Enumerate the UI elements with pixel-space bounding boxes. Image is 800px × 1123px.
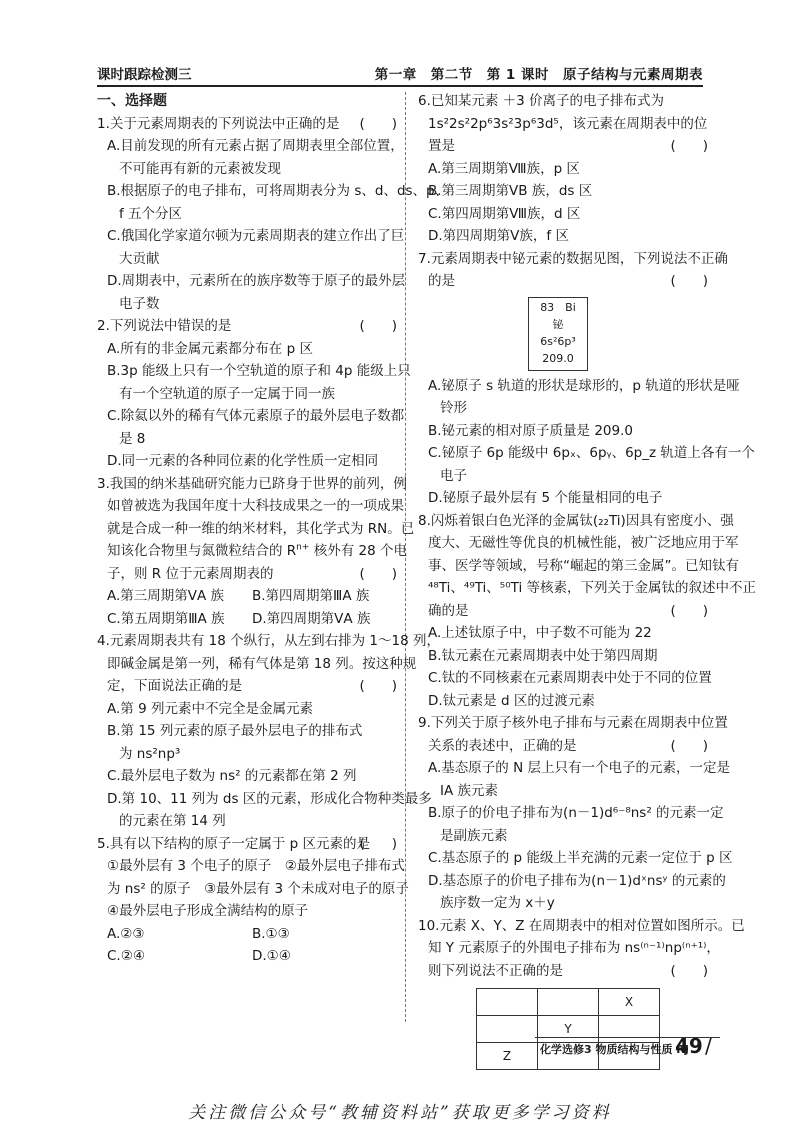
- q4-paren: ( ): [359, 678, 397, 694]
- q7-option-b: B.铋元素的相对原子质量是 209.0: [428, 422, 633, 439]
- question-6: [418, 90, 708, 248]
- q1-option-a: A.目前发现的所有元素占据了周期表里全部位置，: [107, 138, 404, 154]
- q5-line-3: ④最外层电子形成全满结构的原子: [107, 903, 309, 919]
- q2-option-d: D.同一元素的各种同位素的化学性质一定相同: [107, 453, 379, 469]
- q6-option-a: A.第三周期第Ⅷ族，p 区: [428, 160, 580, 177]
- q4-option-c: C.最外层电子数为 ns² 的元素都在第 2 列: [107, 768, 357, 784]
- q2-option-c: C.除氦以外的稀有气体元素原子的最外层电子数都: [107, 408, 405, 424]
- q8-option-a: A.上述钛原子中，中子数不可能为 22: [428, 625, 652, 641]
- question-4: [97, 630, 440, 833]
- q9-line-2: 关系的表述中，正确的是: [428, 737, 577, 754]
- q2-option-b-cont: 有一个空轨道的原子一定属于同一族: [119, 385, 335, 402]
- q2-option-b: B.3p 能级上只有一个空轨道的原子和 4p 能级上只: [107, 363, 411, 379]
- q7-option-c: C.铋原子 6p 能级中 6pₓ、6pᵧ、6p_z 轨道上各有一个: [428, 445, 755, 461]
- q8-line-2: 度大、无磁性等优良的机械性能，被广泛地应用于军: [428, 535, 739, 551]
- q9-option-d: D.基态原子的价电子排布为(n－1)dˣnsʸ 的元素的: [428, 872, 726, 889]
- q5-option-c: C.②④: [107, 948, 145, 964]
- q3-line-5: 子，则 R 位于元素周期表的: [107, 565, 274, 582]
- q2-stem: 2.下列说法中错误的是: [97, 318, 232, 334]
- q4-line-1: 4.元素周期表共有 18 个纵行，从左到右排为 1～18 列，: [97, 633, 440, 649]
- q1-option-d-cont: 电子数: [119, 295, 160, 312]
- q7-line-2: 的是: [428, 273, 455, 289]
- q4-option-b-cont: 为 ns²np³: [119, 745, 181, 762]
- q9-option-d-cont: 族序数一定为 x＋y: [440, 895, 555, 911]
- q4-line-2: 即碱金属是第一列，稀有气体是第 18 列。按这种规: [107, 655, 417, 672]
- q1-stem: 1.关于元素周期表的下列说法中正确的是: [97, 115, 340, 132]
- question-9: [418, 712, 733, 915]
- q9-option-a: A.基态原子的 N 层上只有一个电子的元素，一定是: [428, 760, 730, 776]
- q5-option-b: B.①③: [252, 925, 290, 942]
- q3-option-d: D.第四周期第ⅤA 族: [252, 610, 371, 627]
- q8-line-4: ⁴⁸Ti、⁴⁹Ti、⁵⁰Ti 等核素，下列关于金属钛的叙述中不正: [428, 580, 757, 596]
- header-left-title: 课时跟踪检测三: [97, 67, 192, 83]
- q7-option-a: A.铋原子 s 轨道的形状是球形的，p 轨道的形状是哑: [428, 377, 740, 394]
- q7-line-1: 7.元素周期表中铋元素的数据见图，下列说法不正确: [418, 250, 728, 267]
- q5-option-a: A.②③: [107, 925, 145, 942]
- q7-option-a-cont: 铃形: [440, 400, 467, 416]
- promo-banner: 关注微信公众号“教辅资料站”获取更多学习资料: [188, 1103, 612, 1123]
- q6-line-3: 置是: [428, 138, 455, 154]
- q2-option-c-cont: 是 8: [119, 430, 146, 447]
- q8-line-5: 确的是: [428, 602, 469, 619]
- q8-option-b: B.钛元素在元素周期表中处于第四周期: [428, 647, 658, 664]
- grid-cell-y: Y: [538, 1016, 599, 1043]
- q1-option-a-cont: 不可能再有新的元素被发现: [119, 160, 281, 177]
- q3-line-3: 就是合成一种一维的纳米材料，其化学式为 RN。已: [107, 520, 415, 537]
- q3-option-b: B.第四周期第ⅢA 族: [252, 588, 370, 604]
- footer-book-title: 化学选修3 物质结构与性质 RJ: [540, 1043, 689, 1056]
- q1-option-b: B.根据原子的电子排布，可将周期表分为 s、d、ds、p、: [107, 183, 449, 199]
- q3-paren: ( ): [359, 565, 397, 582]
- q6-option-c: C.第四周期第Ⅷ族，d 区: [428, 205, 581, 222]
- q4-option-a: A.第 9 列元素中不完全是金属元素: [107, 700, 313, 717]
- q2-option-a: A.所有的非金属元素都分布在 p 区: [107, 340, 313, 357]
- page-header: [97, 63, 703, 87]
- grid-cell-x: X: [599, 989, 660, 1016]
- question-8: [418, 510, 757, 713]
- element-name: 铋: [552, 317, 564, 331]
- q9-option-c: C.基态原子的 p 能级上半充满的元素一定位于 p 区: [428, 850, 733, 866]
- q8-line-3: 事、医学等领域，号称“崛起的第三金属”。已知钛有: [428, 557, 739, 574]
- q4-option-b: B.第 15 列元素的原子最外层电子的排布式: [107, 723, 363, 739]
- q8-option-d: D.钛元素是 d 区的过渡元素: [428, 692, 595, 709]
- q7-option-d: D.铋原子最外层有 5 个能量相同的电子: [428, 490, 663, 506]
- q10-paren: ( ): [670, 962, 708, 979]
- q2-paren: ( ): [359, 318, 397, 334]
- question-2: [97, 315, 411, 473]
- question-5: [97, 833, 409, 968]
- q4-option-d: D.第 10、11 列为 ds 区的元素，形成化合物种类最多: [107, 790, 432, 807]
- q8-line-1: 8.闪烁着银白色光泽的金属钛(₂₂Ti)因具有密度小、强: [418, 512, 734, 529]
- q10-line-1: 10.元素 X、Y、Z 在周期表中的相对位置如图所示。已: [418, 917, 745, 934]
- q9-line-1: 9.下列关于原子核外电子排布与元素在周期表中位置: [418, 715, 728, 731]
- q7-paren: ( ): [670, 273, 708, 289]
- q10-line-2: 知 Y 元素原子的外围电子排布为 ns⁽ⁿ⁻¹⁾np⁽ⁿ⁺¹⁾，: [428, 940, 720, 956]
- q3-line-2: 如曾被选为我国年度十大科技成果之一的一项成果: [107, 498, 404, 514]
- q5-line-1: ①最外层有 3 个电子的原子 ②最外层电子排布式: [107, 858, 405, 874]
- q6-line-2: 1s²2s²2p⁶3s²3p⁶3d⁵，该元素在周期表中的位: [428, 115, 708, 132]
- q3-line-1: 3.我国的纳米基础研究能力已跻身于世界的前列，例: [97, 475, 407, 492]
- question-3: [97, 473, 415, 631]
- q1-paren: ( ): [359, 115, 397, 132]
- right-column: [418, 90, 757, 1070]
- q1-option-c: C.俄国化学家道尔顿为元素周期表的建立作出了巨: [107, 228, 405, 244]
- q6-option-b: B.第三周期第ⅤB 族，ds 区: [428, 183, 593, 199]
- page-footer: [535, 1034, 720, 1060]
- q5-option-d: D.①④: [252, 948, 291, 964]
- q9-option-b-cont: 是副族元素: [440, 827, 508, 844]
- q3-option-c: C.第五周期第ⅢA 族: [107, 610, 225, 627]
- q8-option-c: C.钛的不同核素在元素周期表中处于不同的位置: [428, 670, 712, 686]
- q3-line-4: 知该化合物里与氮微粒结合的 $R^{n+}$ 核外有 28 个电: [107, 542, 407, 559]
- element-config: 6s²6p³: [540, 334, 576, 348]
- q8-paren: ( ): [670, 602, 708, 619]
- q1-option-c-cont: 大贡献: [119, 250, 160, 267]
- q6-option-d: D.第四周期第Ⅴ族，f 区: [428, 228, 569, 244]
- q9-option-a-cont: ⅠA 族元素: [440, 782, 499, 799]
- q4-option-d-cont: 的元素在第 14 列: [119, 813, 226, 829]
- question-7: [418, 248, 755, 510]
- bismuth-element-box: [528, 297, 588, 371]
- q4-line-3: 定，下面说法正确的是: [107, 678, 242, 694]
- q1-option-d: D.周期表中，元素所在的族序数等于原子的最外层: [107, 273, 406, 289]
- q7-option-c-cont: 电子: [440, 467, 467, 484]
- element-mass: 209.0: [542, 351, 574, 365]
- page-number: 49: [675, 1034, 703, 1058]
- q9-option-b: B.原子的价电子排布为(n－1)d⁶⁻⁸ns² 的元素一定: [428, 805, 724, 821]
- grid-cell-z: Z: [477, 1043, 538, 1070]
- q5-stem: 5.具有以下结构的原子一定属于 p 区元素的是: [97, 835, 371, 852]
- element-number-symbol: 83 Bi: [540, 300, 576, 314]
- footer-slash: /: [705, 1034, 712, 1058]
- q5-line-2: 为 ns² 的原子 ③最外层有 3 个未成对电子的原子: [107, 880, 409, 897]
- q5-paren: ( ): [359, 835, 397, 852]
- q10-line-3: 则下列说法不正确的是: [428, 962, 563, 979]
- q9-paren: ( ): [670, 737, 708, 754]
- section-title: 一、选择题: [97, 93, 167, 109]
- q6-paren: ( ): [670, 138, 708, 154]
- q1-option-b-cont: f 五个分区: [119, 205, 183, 222]
- q3-option-a: A.第三周期第ⅤA 族: [107, 588, 225, 604]
- header-right-title: 第一章 第二节 第 1 课时 原子结构与元素周期表: [374, 67, 703, 83]
- q6-line-1: 6.已知某元素 ＋3 价离子的电子排布式为: [418, 93, 665, 109]
